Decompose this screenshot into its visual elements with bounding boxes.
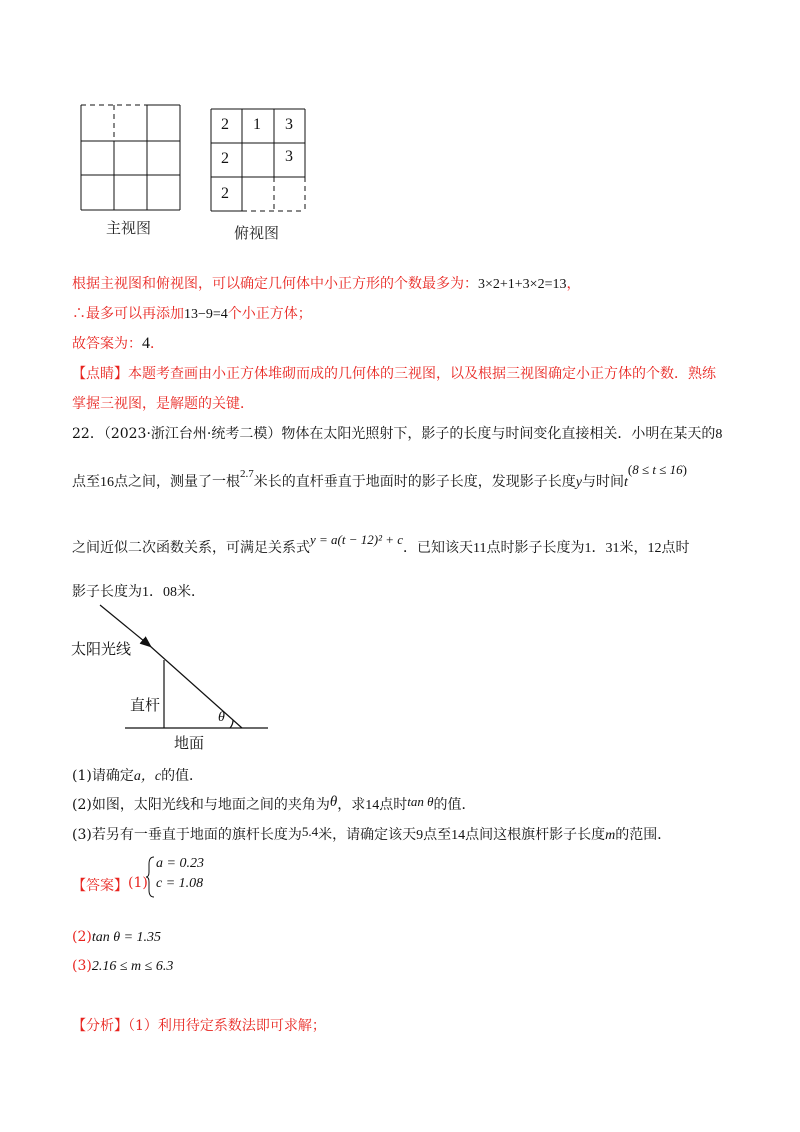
question-3: (3)若另有一垂直于地面的旗杆长度为5.4米，请确定该天9点至14点间这根旗杆影子长度m的范围． [72,824,672,843]
answer-part3: (3)2.16 ≤ m ≤ 6.3 [72,958,174,974]
question-2: (2)如图，太阳光线和与地面之间的夹角为θ，求14点时tan θ的值． [72,794,476,813]
problem-line-3: 之间近似二次函数关系，可满足关系式y = a(t − 12)² + c．已知该天11点时影子长度为1．31米，12点时 [72,532,690,556]
front-view-caption: 主视图 [106,219,152,237]
problem-line-2: 点至16点之间，测量了一根$^{2.7}$米长的直杆垂直于地面时的影子长度，发现影子长度y与时间t(8 ≤ t ≤ 16) [72,462,687,490]
top-view-grid [210,108,306,212]
answer-tag: 【答案】 [72,878,128,894]
answer-a-value: a = 0.23 [156,856,204,871]
top-cell: 2 [221,150,229,167]
sunlight-label: 太阳光线 [71,640,132,658]
ground-label: 地面 [174,734,205,752]
question-1: (1)请确定a，c的值． [72,768,204,784]
angle-label: θ [218,710,225,725]
top-cell: 3 [285,148,293,165]
answer-part1-label: (1) [128,875,148,891]
solution-line-1: 根据主视图和俯视图，可以确定几何体中小正方形的个数最多为：3×2+1+3×2=13， [72,276,581,292]
top-cell: 2 [221,185,229,202]
top-view-caption: 俯视图 [234,224,280,242]
solution-line-3: 故答案为：4． [72,335,164,352]
pole-label: 直杆 [130,696,161,714]
front-view-grid [80,104,182,212]
point-comment-line-2: 掌握三视图，是解题的关键． [72,396,254,412]
problem-line-1: 22．（2023·浙江台州·统考二模）物体在太阳光照射下，影子的长度与时间变化直接相关．小明在某天的8 [72,426,723,442]
answer-brace [145,856,155,898]
angle-arc [230,720,233,728]
solution-line-2: ∴最多可以再添加13−9=4个小正方体； [72,306,312,322]
sunlight-figure [70,600,280,750]
top-cell: 1 [253,116,261,133]
problem-line-4: 影子长度为1．08米． [72,584,205,600]
answer-part2: (2)tan θ = 1.35 [72,929,162,945]
answer-c-value: c = 1.08 [156,876,204,891]
point-comment-line-1: 【点睛】本题考查画由小正方体堆砌而成的几何体的三视图，以及根据三视图确定小正方体的个数．熟练 [72,366,716,382]
top-cell: 3 [285,116,293,133]
top-cell: 2 [221,116,229,133]
analysis-line: 【分析】（1）利用待定系数法即可求解； [72,1018,326,1034]
